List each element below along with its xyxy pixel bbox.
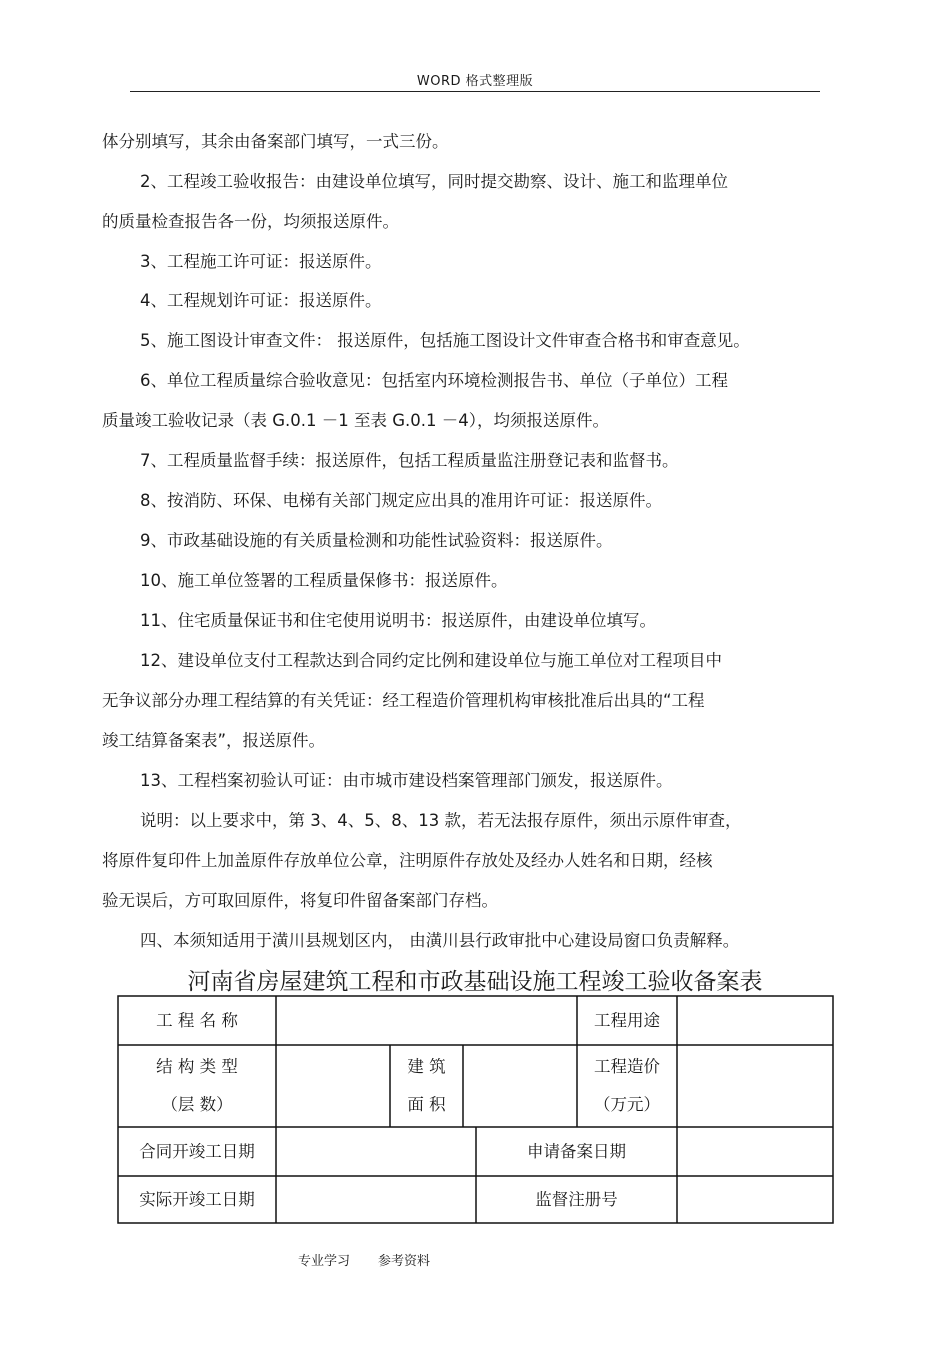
body-line: 2、工程竣工验收报告：由建设单位填写，同时提交勘察、设计、施工和监理单位 [140,172,728,191]
structure-type-field[interactable] [276,1045,390,1127]
body-line: 体分别填写，其余由备案部门填写，一式三份。 [102,132,449,151]
filing-date-label: 申请备案日期 [527,1141,626,1161]
page-footer [298,1250,430,1269]
structure-type-cell [118,1045,276,1127]
body-line: 12、建设单位支付工程款达到合同约定比例和建设单位与施工单位对工程项目中 [140,651,722,670]
footer-left-text: 专业学习 [298,1254,351,1269]
body-line: 质量竣工验收记录（表 G.0.1 －1 至表 G.0.1 －4），均须报送原件。 [102,411,610,430]
supervision-no-label: 监督注册号 [535,1189,618,1209]
project-use-label: 工程用途 [594,1010,660,1030]
project-name-field[interactable] [276,996,577,1045]
body-line: 说明：以上要求中，第 3、4、5、8、13 款，若无法报存原件，须出示原件审查， [140,811,742,830]
area-label: 面 积 [407,1095,446,1114]
body-line: 将原件复印件上加盖原件存放单位公章，注明原件存放处及经办人姓名和日期，经核 [102,851,713,870]
actual-dates-label: 实际开竣工日期 [139,1189,255,1209]
body-line: 8、按消防、环保、电梯有关部门规定应出具的准用许可证：报送原件。 [140,491,662,510]
cost-cell [577,1045,677,1127]
contract-dates-field[interactable] [276,1127,476,1176]
body-line: 3、工程施工许可证：报送原件。 [140,252,382,271]
body-line: 9、市政基础设施的有关质量检测和功能性试验资料：报送原件。 [140,531,613,550]
supervision-no-field[interactable] [677,1176,833,1223]
structure-type-label: 结 构 类 型 [156,1057,238,1076]
body-line: 10、施工单位签署的工程质量保修书：报送原件。 [140,571,508,590]
footer-right-text: 参考资料 [378,1254,431,1269]
project-name-label: 工 程 名 称 [156,1010,238,1030]
floors-label: （层 数） [161,1095,233,1114]
body-line: 的质量检查报告各一份，均须报送原件。 [102,212,399,231]
body-line: 无争议部分办理工程结算的有关凭证：经工程造价管理机构审核批准后出具的“工程 [102,691,705,710]
filing-date-field[interactable] [677,1127,833,1176]
body-line: 竣工结算备案表”，报送原件。 [102,731,326,750]
body-line: 13、工程档案初验认可证：由市城市建设档案管理部门颁发，报送原件。 [140,771,673,790]
header-title: WORD 格式整理版 [416,74,534,89]
body-line: 验无误后，方可取回原件，将复印件留备案部门存档。 [102,891,498,910]
building-area-field[interactable] [463,1045,577,1127]
body-line: 5、施工图设计审查文件： 报送原件，包括施工图设计文件审查合格书和审查意见。 [140,331,750,350]
body-line: 4、工程规划许可证：报送原件。 [140,291,382,310]
building-area-cell [390,1045,463,1127]
cost-label: 工程造价 [594,1057,660,1076]
body-line: 6、单位工程质量综合验收意见：包括室内环境检测报告书、单位（子单位）工程 [140,371,728,390]
project-use-field[interactable] [677,996,833,1045]
cost-field[interactable] [677,1045,833,1127]
body-line: 7、工程质量监督手续：报送原件，包括工程质量监注册登记表和监督书。 [140,451,679,470]
cost-unit-label: （万元） [594,1095,660,1114]
body-line: 11、住宅质量保证书和住宅使用说明书：报送原件，由建设单位填写。 [140,611,656,630]
table-title: 河南省房屋建筑工程和市政基础设施工程竣工验收备案表 [187,969,763,995]
contract-dates-label: 合同开竣工日期 [139,1141,255,1161]
body-line: 四、本须知适用于潢川县规划区内， 由潢川县行政审批中心建设局窗口负责解释。 [140,931,740,950]
building-label: 建 筑 [407,1057,446,1076]
actual-dates-field[interactable] [276,1176,476,1223]
